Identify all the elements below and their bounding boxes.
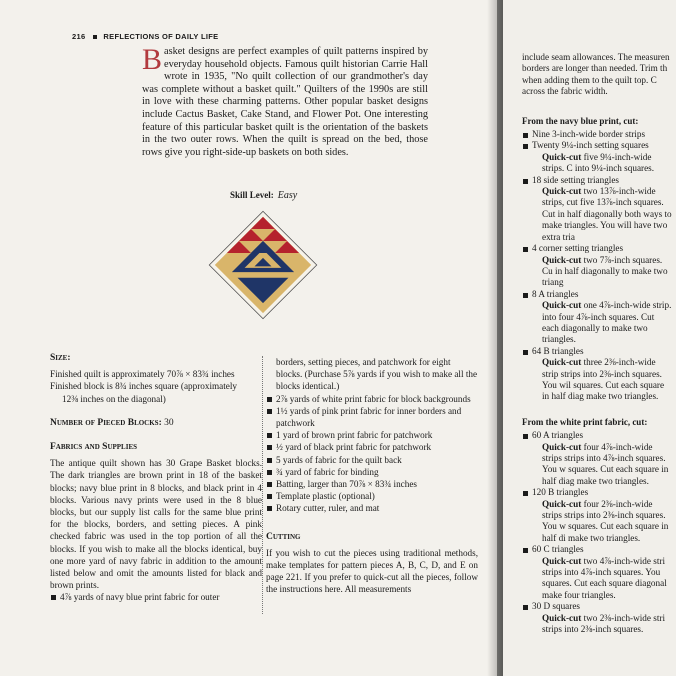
- list-item: 2⅞ yards of white print fabric for block backgrounds: [266, 393, 478, 405]
- list-item: Nine 3-inch-wide border strips: [522, 129, 672, 140]
- book-gutter: [487, 0, 503, 676]
- cutting-heading: Cutting: [266, 531, 301, 542]
- skill-value: Easy: [277, 190, 298, 201]
- middle-column: [266, 356, 478, 596]
- grape-basket-block-icon: [206, 208, 320, 322]
- list-item: Twenty 9¼-inch setting squares Quick-cut five 9¼-inch-wide strips. C into 9¼-inch squares.: [522, 140, 672, 174]
- left-column: [50, 346, 262, 604]
- pieced-blocks-value: 30: [164, 417, 174, 428]
- cutting-paragraph: If you wish to cut the pieces using traditional methods, make templates for pattern pieces A, B, C, D, and E on page 221. If you prefer to quick-cut all the pieces, follow the instructions here. All measurements: [266, 547, 478, 595]
- intro-paragraph: [142, 43, 428, 159]
- navy-cut-list: [522, 129, 672, 403]
- list-item: 1 yard of brown print fabric for patchwork: [266, 429, 478, 441]
- list-item: ½ yard of black print fabric for patchwork: [266, 441, 478, 453]
- size-line-1: Finished quilt is approximately 70⅞ × 83¾ inches: [50, 369, 235, 380]
- pieced-blocks-label: Number of Pieced Blocks:: [50, 417, 162, 428]
- size-heading: Size:: [50, 353, 71, 363]
- fabrics-heading: Fabrics and Supplies: [50, 442, 138, 453]
- section-title: REFLECTIONS OF DAILY LIFE: [103, 32, 219, 41]
- list-item: 18 side setting triangles Quick-cut two 13⅞-inch-wide strips, cut five 13⅞-inch squares. Cut in half diagonally both ways to make triangles. You will have two extra tria: [522, 175, 672, 243]
- navy-cut-heading: From the navy blue print, cut:: [522, 115, 639, 126]
- list-item: 30 D squares Quick-cut two 2⅜-inch-wide stri strips into 2⅜-inch squares.: [522, 601, 672, 635]
- list-item: ¾ yard of fabric for binding: [266, 466, 478, 478]
- intro-text: asket designs are perfect examples of quilt patterns inspired by everyday household objects. Famous quilt historian Carrie Hall wrote in 1935, "No quilt collection of our grandmother's day was complete without a basket quilt." Quilters of the 1990s are still in love with these charming patterns. Other popular basket designs include Cactus Basket, Cake Stand, and Flower Pot. One interesting feature of this particular basket quilt is the orientation of the baskets in the two outer rows. When the quilt is spread on the bed, those rows give you right-side-up baskets on both sides.: [142, 46, 428, 158]
- list-item: 4 corner setting triangles Quick-cut two 7⅞-inch squares. Cu in half diagonally to make two triang: [522, 243, 672, 289]
- list-item: 4⅞ yards of navy blue print fabric for outer: [50, 591, 262, 603]
- column-divider: [262, 356, 263, 614]
- list-item: 64 B triangles Quick-cut three 2⅜-inch-wide strip strips into 2⅜-inch squares. You wil squares. Cut each square in half diag make two triangles.: [522, 346, 672, 403]
- list-item: 60 A triangles Quick-cut four 4⅞-inch-wide strips strips into 4⅞-inch squares. You w squares. Cut each square in half diag make two triangles.: [522, 430, 672, 487]
- size-line-3: 12⅜ inches on the diagonal): [62, 393, 166, 404]
- right-top-line: when adding them to the quilt top. C: [522, 74, 657, 85]
- fabrics-first-list: [50, 591, 262, 603]
- skill-label: Skill Level:: [230, 190, 274, 200]
- list-item: 120 B triangles Quick-cut four 2⅜-inch-wide strips strips into 2⅜-inch squares. You w squares. Cut each square in half di make two triangles.: [522, 487, 672, 544]
- white-cut-heading: From the white print fabric, cut:: [522, 416, 648, 427]
- right-top-line: borders are longer than needed. Trim th: [522, 63, 668, 74]
- right-column: [522, 52, 672, 636]
- fabrics-list: [266, 393, 478, 515]
- right-top-line: include seam allowances. The measuren: [522, 52, 670, 62]
- list-item: Template plastic (optional): [266, 490, 478, 502]
- list-item: 5 yards of fabric for the quilt back: [266, 454, 478, 466]
- pieced-blocks-heading: [50, 417, 262, 429]
- page-number: 216: [72, 32, 86, 41]
- drop-cap: B: [142, 43, 163, 76]
- running-head: [72, 32, 218, 41]
- list-item: 8 A triangles Quick-cut one 4⅞-inch-wide strip. into four 4⅞-inch squares. Cut each diagonally to make two triangles.: [522, 289, 672, 346]
- right-top-line: across the fabric width.: [522, 86, 608, 97]
- list-item: 60 C triangles Quick-cut two 4⅞-inch-wide stri strips into 4⅞-inch squares. You squares. Cut each square diagonal make four triangles.: [522, 544, 672, 601]
- white-cut-list: [522, 430, 672, 635]
- skill-level: [230, 190, 297, 201]
- size-line-2: Finished block is 8¾ inches square (approximately: [50, 381, 238, 392]
- square-bullet-icon: [93, 35, 97, 39]
- fabrics-continued: borders, setting pieces, and patchwork for eight blocks. (Purchase 5⅞ yards if you wish to make all the blocks identical.): [276, 357, 478, 392]
- list-item: Rotary cutter, ruler, and mat: [266, 502, 478, 514]
- list-item: 1½ yards of pink print fabric for inner borders and patchwork: [266, 405, 478, 429]
- list-item: Batting, larger than 70⅞ × 83¾ inches: [266, 478, 478, 490]
- fabrics-paragraph: The antique quilt shown has 30 Grape Basket blocks. The dark triangles are brown print in 18 of the basket blocks; navy blue print in 8 blocks, and black print in 4 blocks. Various navy prints were used in the 8 blue blocks, but our supply list calls for the same blue print for the blocks, borders, and setting pieces. A pink checked fabric was used in the top portion of all the blocks. If you wish to make all the blocks identical, buy one more yard of navy fabric in addition to the amount listed below and omit the amounts listed for black and brown prints.: [50, 458, 262, 591]
